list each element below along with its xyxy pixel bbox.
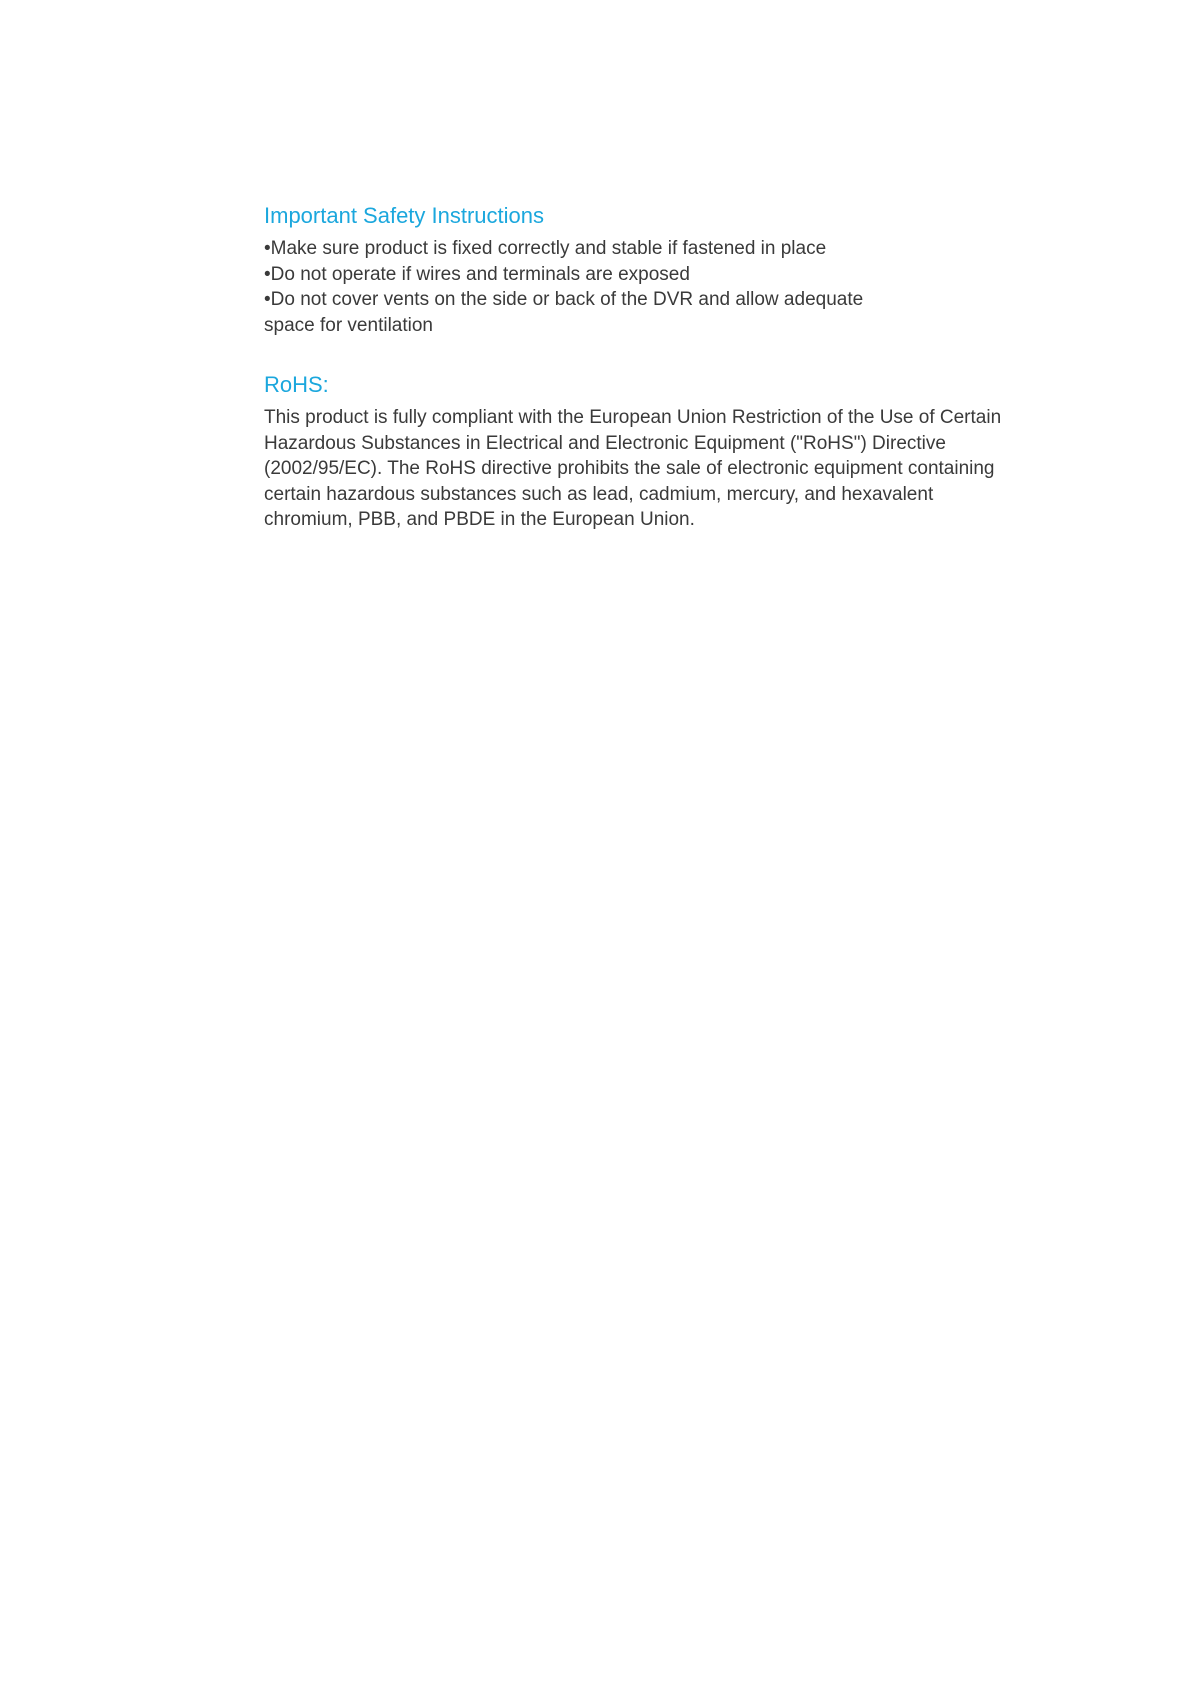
safety-item-text: •Do not operate if wires and terminals are exposed	[264, 263, 690, 285]
safety-item	[264, 236, 1024, 262]
safety-item	[264, 262, 1024, 288]
rohs-heading: RoHS:	[264, 372, 329, 397]
rohs-section	[264, 372, 1024, 533]
safety-heading: Important Safety Instructions	[264, 203, 545, 228]
safety-item-text: •Make sure product is fixed correctly and stable if fastened in place	[264, 238, 827, 259]
safety-section	[264, 203, 1024, 338]
document-content	[264, 203, 1024, 533]
safety-item	[264, 287, 904, 338]
safety-item-text: •Do not cover vents on the side or back of the DVR and allow adequate space for ventilation	[264, 289, 864, 336]
safety-list	[264, 236, 1024, 338]
rohs-paragraph: This product is fully compliant with the European Union Restriction of the Use of Certain Hazardous Substances in Electrical and Electronic Equipment ("RoHS") Directive (2002/95/EC). The RoHS directive prohibits the sale of electronic equipment containing certain hazardous substances such as lead, cadmium, mercury, and hexavalent chromium, PBB, and PBDE in the European Union.	[264, 407, 1002, 530]
